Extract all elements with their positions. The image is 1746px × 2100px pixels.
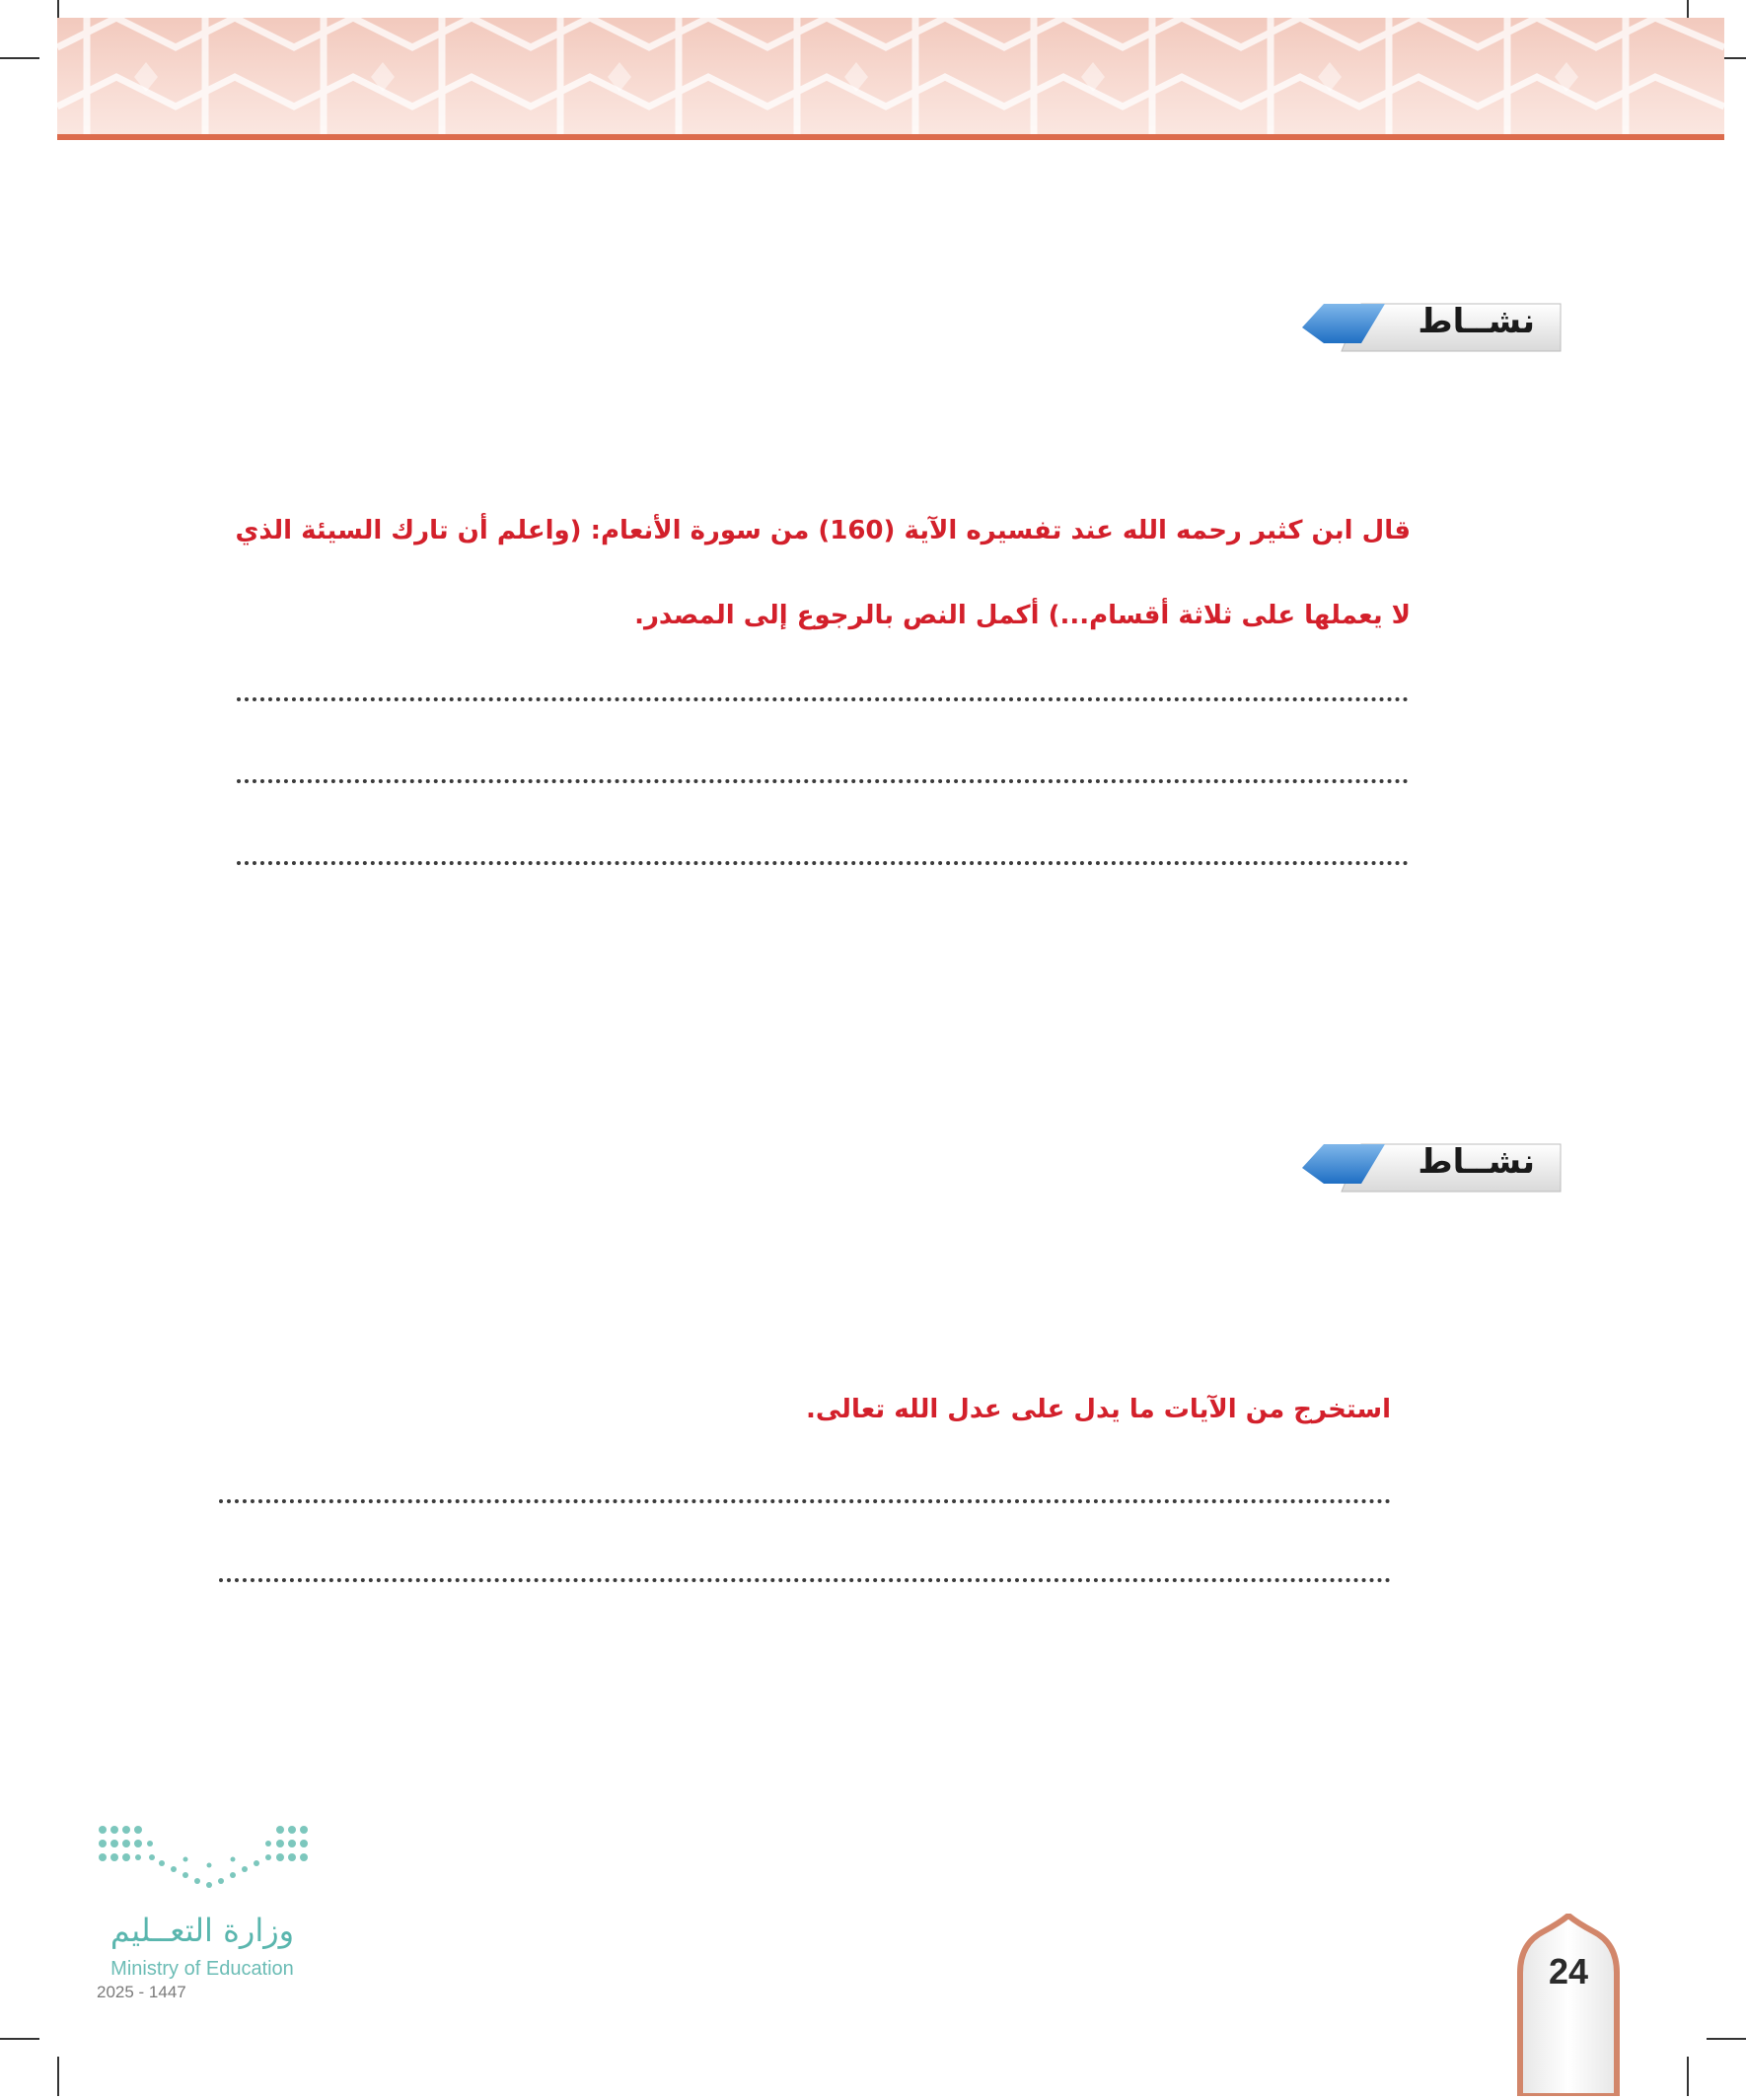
- crop-mark: [0, 57, 39, 59]
- page-number-tab: [1514, 1914, 1623, 2096]
- header-ornament: [57, 18, 1724, 136]
- answer-line[interactable]: [237, 697, 1409, 701]
- crop-mark: [57, 2057, 59, 2096]
- question-line: استخرج من الآيات ما يدل على عدل الله تعالى.: [806, 1395, 1391, 1424]
- page-number: 24: [1548, 1951, 1589, 1991]
- logo-year: 2025 - 1447: [97, 1983, 186, 2001]
- activity-title: نشــاط: [1418, 302, 1535, 341]
- question-line: قال ابن كثير رحمه الله عند تفسيره الآية (160) من سورة الأنعام: (واعلم أن تارك السيئة الذي: [235, 516, 1411, 545]
- activity-label: [1302, 1136, 1568, 1197]
- answer-line[interactable]: [219, 1499, 1391, 1503]
- answer-line[interactable]: [237, 779, 1409, 783]
- answer-line[interactable]: [219, 1578, 1391, 1582]
- crop-mark: [0, 2038, 39, 2040]
- crop-mark: [1707, 2038, 1746, 2040]
- activity-label: [1302, 296, 1568, 357]
- header-rule: [57, 134, 1724, 140]
- crop-mark: [1687, 2057, 1689, 2096]
- question-line: لا يعملها على ثلاثة أقسام...) أكمل النص بالرجوع إلى المصدر.: [634, 601, 1411, 630]
- answer-line[interactable]: [237, 861, 1409, 865]
- logo-english-text: Ministry of Education: [110, 1958, 294, 1980]
- logo-arabic-text: وزارة التعــليم: [109, 1912, 295, 1949]
- activity-title: نشــاط: [1418, 1142, 1535, 1182]
